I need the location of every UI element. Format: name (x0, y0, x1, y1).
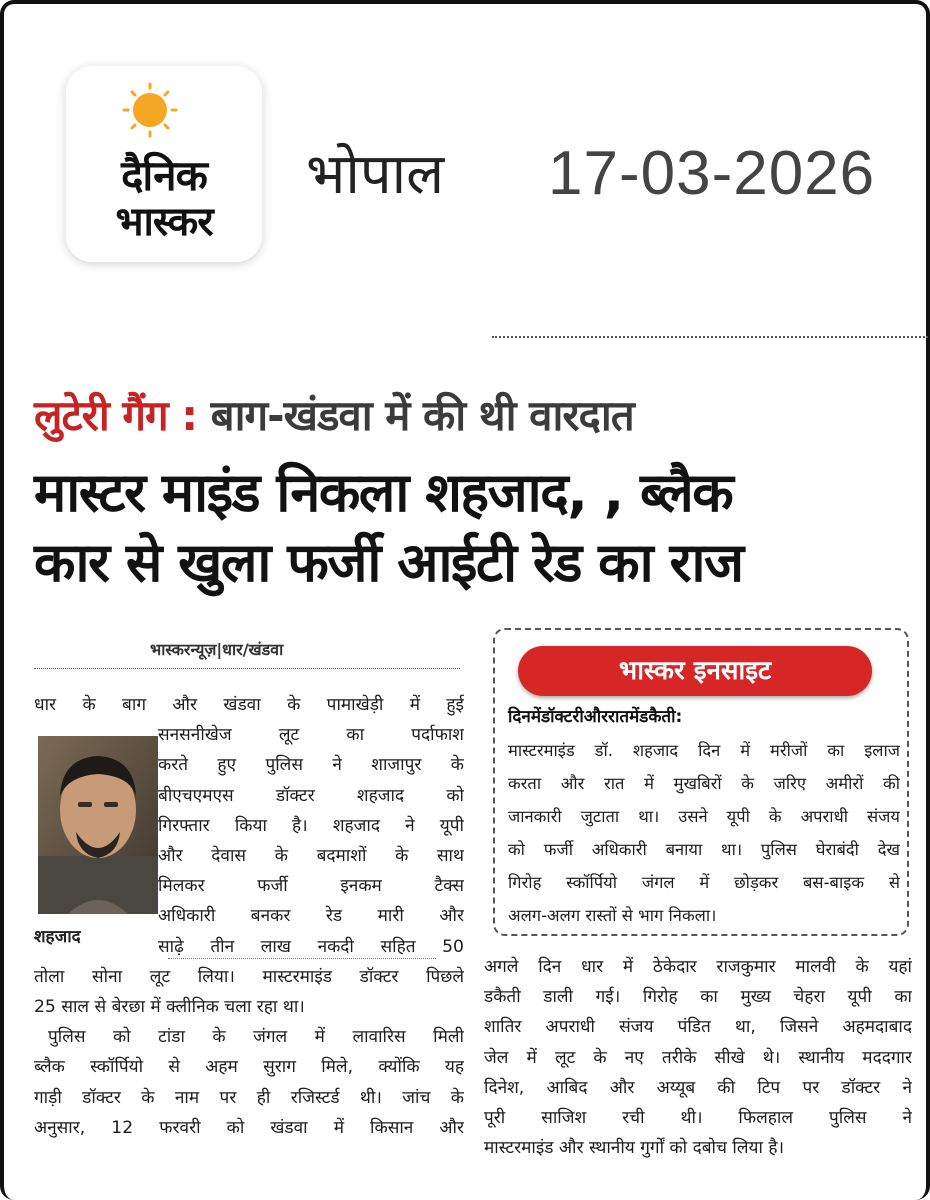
text-line: मिलकर फर्जी इनकम टैक्स (158, 876, 464, 897)
text-line: अगले दिन धार में ठेकेदार राजकुमार मालवी के यहां (484, 957, 912, 977)
edition-city: भोपाल (306, 142, 445, 207)
text-line: करते हुए पुलिस ने शाजापुर के (158, 755, 464, 776)
text-line: अधिकारी बनकर रेड मारी और (158, 906, 464, 927)
text-line: जेल में लूट के नए तरीके सीखे थे। स्थानीय मददगार (484, 1047, 912, 1068)
divider (34, 668, 460, 669)
text-line: ब्लैक स्कॉर्पियो से अहम सुराग मिले, क्योंकि यह (34, 1057, 464, 1078)
text-line: गाड़ी डॉक्टर के नाम पर ही रजिस्टर्ड थी। जांच के (34, 1087, 464, 1108)
text-line: गिरफ्तार किया है। शहजाद ने यूपी (158, 815, 464, 836)
insight-text (508, 734, 900, 932)
text-line: धार के बाग और खंडवा के पामाखेड़ी में हुई (34, 695, 464, 715)
brand-logo (66, 66, 262, 262)
text-line: डकैती डाली गई। गिरोह का मुख्य चेहरा यूपी का (484, 987, 912, 1008)
insight-title: दिनमेंडॉक्टरीऔररातमेंडकैती: (508, 707, 683, 727)
edition-date: 17-03-2026 (548, 139, 876, 208)
text-line: गिरोह स्कॉर्पियो जंगल में छोड़कर बस-बाइक से (508, 873, 900, 892)
kicker (34, 386, 634, 443)
text-line: करता और रात में मुखबिरों के जरिए अमीरों की (508, 774, 900, 793)
suspect-photo (38, 736, 158, 914)
kicker-text: बाग-खंडवा में की थी वारदात (210, 391, 634, 440)
text-line: पुलिस को टांडा के जंगल में लावारिस मिली (48, 1027, 464, 1048)
text-line: अलग-अलग रास्तों से भाग निकला। (508, 906, 717, 925)
text-line: मास्टरमाइंड और स्थानीय गुर्गों को दबोच लिया है। (484, 1138, 784, 1159)
text-line: साढ़े तीन लाख नकदी सहित 50 (158, 936, 464, 957)
insight-badge: भास्कर इनसाइट (518, 646, 872, 696)
photo-caption: शहजाद (34, 927, 81, 947)
text-line: पूरी साजिश रची थी। फिलहाल पुलिस ने (484, 1108, 912, 1129)
text-line: और देवास के बदमाशों के साथ (158, 846, 464, 867)
kicker-label: लुटेरी गैंग : (34, 391, 198, 440)
text-line: सनसनीखेज लूट का पर्दाफाश (158, 725, 464, 746)
byline: भास्करन्यूज़|धार/खंडवा (150, 640, 284, 659)
divider (492, 336, 928, 338)
text-line: दिनेश, आबिद और अय्यूब की टिप पर डॉक्टर ने (484, 1077, 912, 1098)
sun-icon (66, 66, 262, 146)
text-line: अनुसार, 12 फरवरी को खंडवा में किसान और (34, 1117, 464, 1138)
text-line: को फर्जी अधिकारी बनाया था। पुलिस घेराबंदी देख (508, 840, 900, 859)
headline (34, 458, 914, 598)
right-column (484, 952, 912, 1163)
text-line: शातिर अपराधी संजय पंडित था, जिसने अहमदाबाद (484, 1017, 912, 1038)
divider (168, 958, 436, 959)
text-line: मास्टरमाइंड डॉ. शहजाद दिन में मरीजों का इलाज (508, 741, 900, 760)
text-line: बीएचएमएस डॉक्टर शहजाद को (158, 785, 464, 806)
logo-text-line1: दैनिक (121, 151, 207, 200)
headline-line: मास्टर माइंड निकला शहजाद, , ब्लैक (34, 461, 733, 524)
text-line: जानकारी जुटाता था। उसने यूपी के अपराधी संजय (508, 807, 900, 826)
text-line: 25 साल से बेरछा में क्लीनिक चला रहा था। (34, 997, 305, 1018)
headline-line: कार से खुला फर्जी आईटी रेड का राज (34, 531, 743, 594)
text-line: तोला सोना लूट लिया। मास्टरमाइंड डॉक्टर पिछले (34, 966, 464, 987)
logo-text-line2: भास्कर (115, 199, 213, 245)
